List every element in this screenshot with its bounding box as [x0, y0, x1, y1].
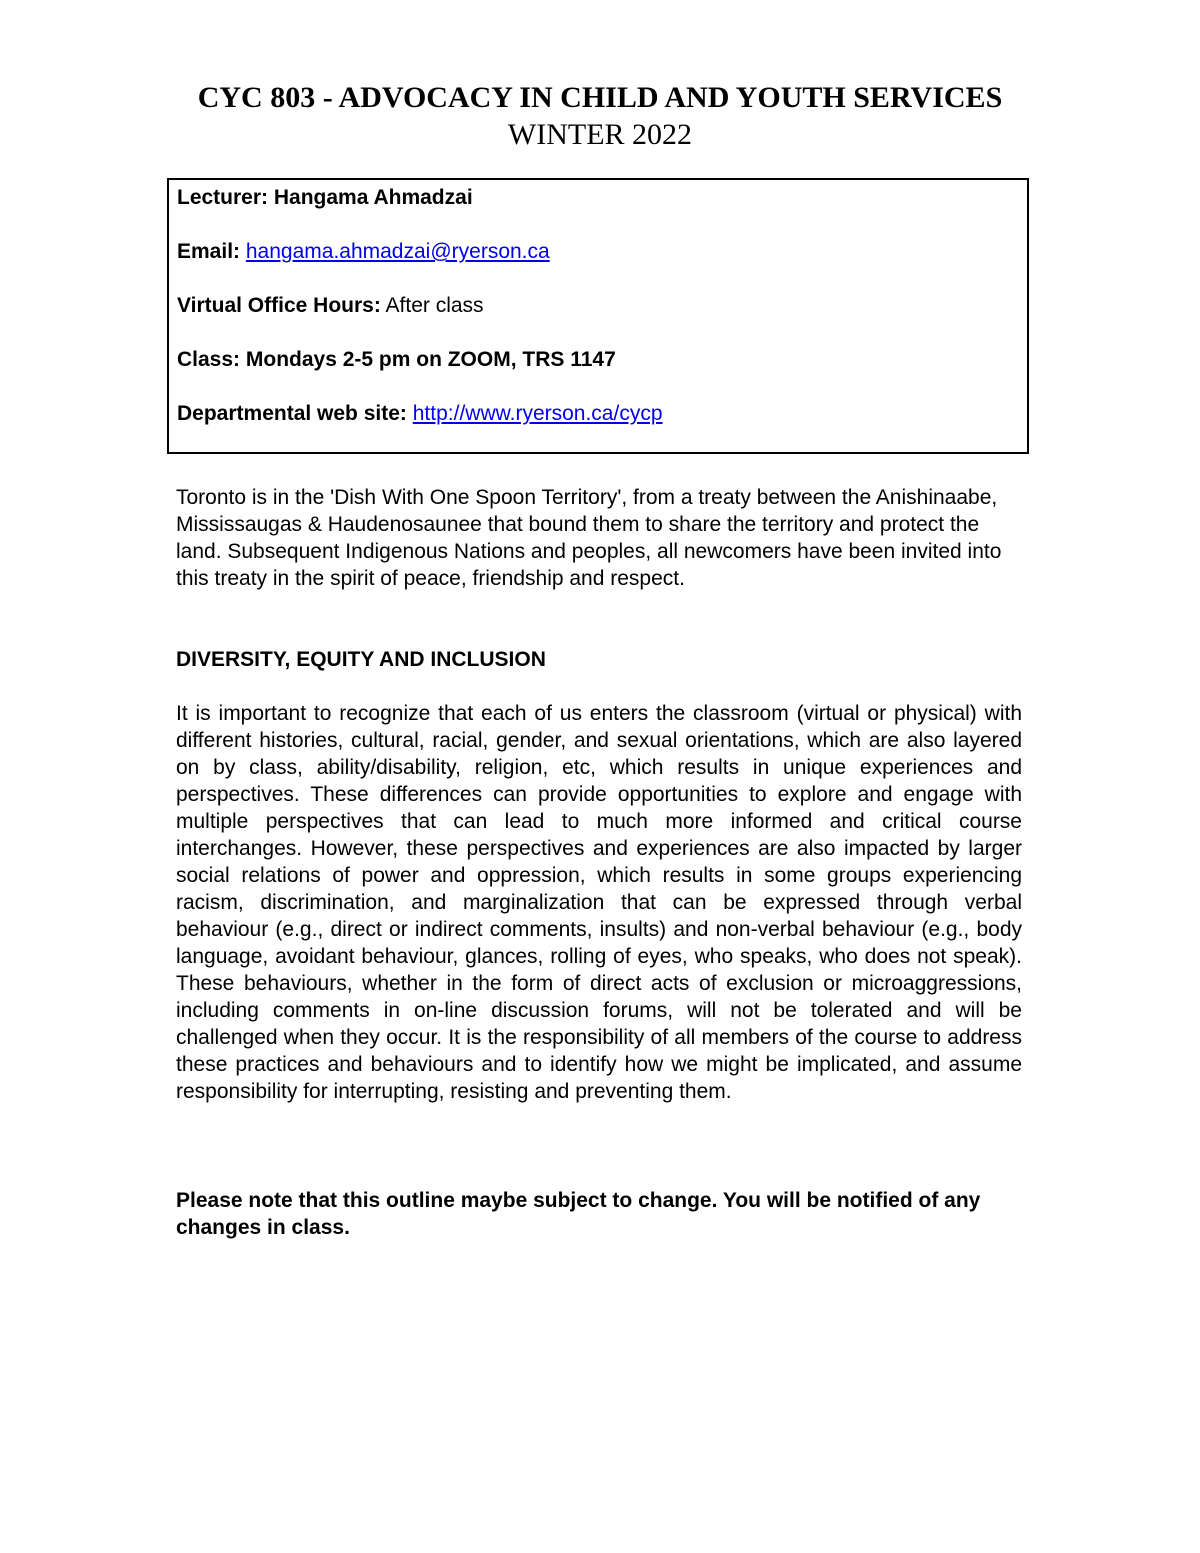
course-info-box [167, 178, 1029, 454]
class-row [177, 347, 616, 373]
office-hours-label: Virtual Office Hours: [177, 294, 381, 317]
email-label: Email: [177, 240, 241, 263]
class-value: Mondays 2-5 pm on ZOOM, TRS 1147 [245, 348, 616, 371]
course-title: CYC 803 - ADVOCACY IN CHILD AND YOUTH SERVICES [197, 81, 1003, 114]
term-title: WINTER 2022 [507, 118, 693, 151]
email-link[interactable]: hangama.ahmadzai@ryerson.ca [245, 240, 550, 263]
email-row [177, 239, 550, 265]
website-row [177, 401, 663, 427]
dei-paragraph: It is important to recognize that each of us enters the classroom (virtual or physical) with different histories, cultural, racial, gender, and sexual orientations, which are also layered on by class, ability/disability, religion, etc, which results in unique experiences and perspectives. These differences can provide opportunities to explore and engage with multiple perspectives that can lead to much more informed and critical course interchanges. However, these perspectives and experiences are also impacted by larger social relations of power and oppression, which results in some groups experiencing racism, discrimination, and marginalization that can be expressed through verbal behaviour (e.g., direct or indirect comments, insults) and non-verbal behaviour (e.g., body language, avoidant behaviour, glances, rolling of eyes, who speaks, who does not speak). These behaviours, whether in the form of direct acts of exclusion or microaggressions, including comments in on-line discussion forums, will not be tolerated and will be challenged when they occur. It is the responsibility of all members of the course to address these practices and behaviours and to identify how we might be implicated, and assume responsibility for interrupting, resisting and preventing them. [176, 702, 1022, 1103]
lecturer-label: Lecturer: [177, 186, 269, 209]
class-label: Class: [177, 348, 241, 371]
land-acknowledgement: Toronto is in the 'Dish With One Spoon Territory', from a treaty between the Anishinaabe, Mississaugas & Haudenosaunee that bound them to share the territory and protect the land. Subsequent Indigenous Nations and peoples, all newcomers have been invited into this treaty in the spirit of peace, friendship and respect. [176, 486, 1002, 590]
office-hours-value: After class [385, 294, 484, 317]
office-hours-row [177, 293, 484, 319]
website-link[interactable]: http://www.ryerson.ca/cycp [412, 402, 663, 425]
dei-heading: DIVERSITY, EQUITY AND INCLUSION [176, 648, 546, 671]
lecturer-row [177, 185, 473, 211]
website-label: Departmental web site: [177, 402, 407, 425]
lecturer-name: Hangama Ahmadzai [273, 186, 473, 209]
change-notice: Please note that this outline maybe subject to change. You will be notified of any changes in class. [176, 1189, 981, 1239]
